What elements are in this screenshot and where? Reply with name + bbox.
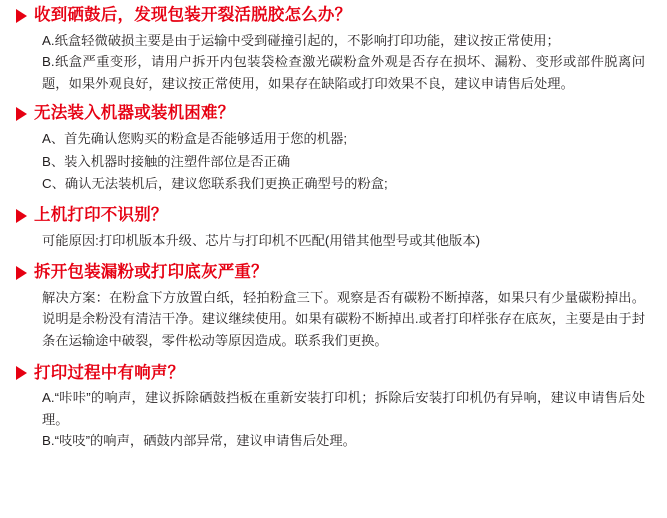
faq-answer (14, 30, 653, 95)
faq-question-row (14, 104, 653, 124)
faq-question-text: 拆开包装漏粉或打印底灰严重？ (34, 263, 268, 282)
faq-answer-line: B.纸盒严重变形，请用户拆开内包装袋检查激光碳粉盒外观是否存在损坏、漏粉、变形或部件脱离问题，如果外观良好，建议按正常使用，如果存在缺陷或打印效果不良，建议申请售后处理。 (42, 54, 645, 91)
faq-question-text: 无法装入机器或装机困难？ (34, 104, 235, 123)
faq-item (14, 206, 653, 251)
faq-answer (14, 387, 653, 452)
faq-answer-line: B、装入机器时接触的注塑件部位是否正确 (42, 153, 291, 169)
faq-answer (14, 128, 653, 195)
red-triangle-bullet-icon (16, 209, 27, 223)
faq-item (14, 104, 653, 194)
faq-answer-line: A、首先确认您购买的粉盒是否能够适用于您的机器; (42, 131, 348, 147)
faq-answer-line: A.“咔咔”的响声，建议拆除硒鼓挡板在重新安装打印机；拆除后安装打印机仍有异响，建议申请售后处理。 (42, 390, 645, 427)
red-triangle-bullet-icon (16, 107, 27, 121)
faq-question-row (14, 263, 653, 283)
faq-answer (14, 287, 653, 352)
red-triangle-bullet-icon (16, 9, 27, 23)
red-triangle-bullet-icon (16, 366, 27, 380)
faq-answer-line: 可能原因:打印机版本升级、芯片与打印机不匹配(用错其他型号或其他版本) (42, 232, 481, 248)
faq-answer-line: B.“吱吱”的响声，硒鼓内部异常，建议申请售后处理。 (42, 433, 356, 449)
faq-question-row (14, 364, 653, 384)
faq-question-text: 打印过程中有响声？ (34, 363, 185, 382)
faq-question-text: 上机打印不识别？ (34, 205, 168, 224)
faq-item (14, 263, 653, 351)
faq-answer-line: C、确认无法装机后，建议您联系我们更换正确型号的粉盒; (42, 176, 388, 192)
faq-item (14, 6, 653, 94)
faq-answer-line: 解决方案：在粉盒下方放置白纸，轻拍粉盒三下。观察是否有碳粉不断掉落，如果只有少量碳粉掉出。说明是余粉没有清洁干净。建议继续使用。如果有碳粉不断掉出.或者打印样张存在底灰，主要是由于封条在运输途中破裂，零件松动等原因造成。联系我们更换。 (42, 289, 645, 348)
faq-answer-line: A.纸盒轻微破损主要是由于运输中受到碰撞引起的，不影响打印功能，建议按正常使用； (42, 32, 560, 48)
red-triangle-bullet-icon (16, 266, 27, 280)
faq-question-row (14, 6, 653, 26)
faq-question-text: 收到硒鼓后，发现包装开裂活脱胶怎么办？ (34, 6, 352, 24)
faq-question-row (14, 206, 653, 226)
faq-answer (14, 230, 653, 252)
faq-item (14, 364, 653, 452)
